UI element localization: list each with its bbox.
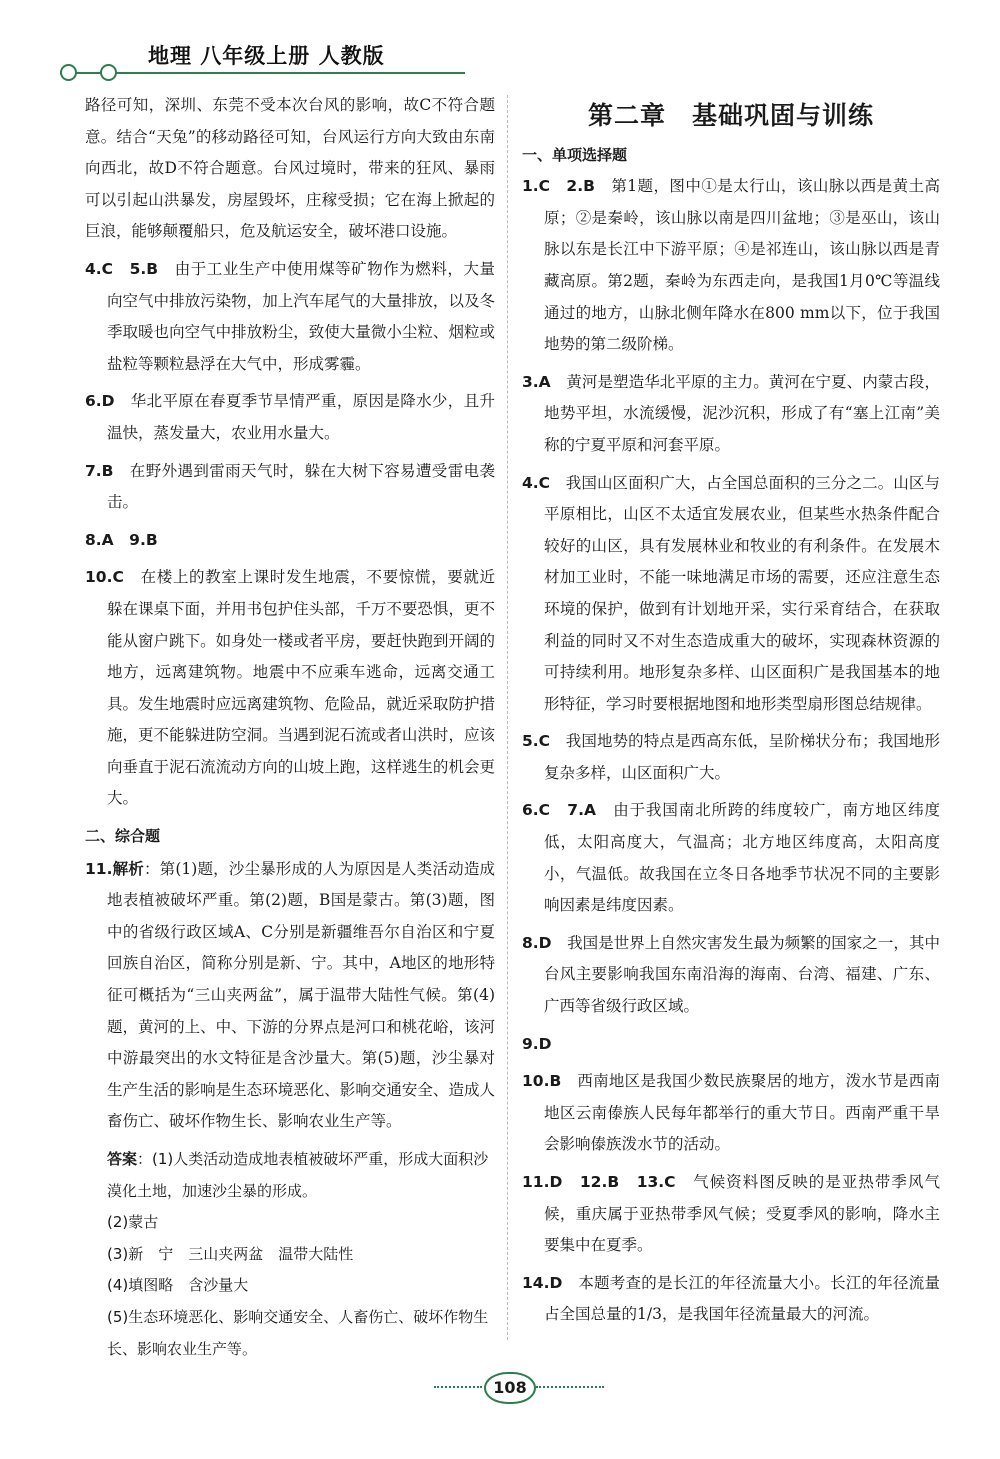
item-number: 10.C bbox=[85, 568, 124, 587]
answer-item bbox=[522, 367, 940, 462]
answer-item bbox=[522, 468, 940, 721]
item-text: 我国地势的特点是西高东低，呈阶梯状分布；我国地形复杂多样，山区面积广大。 bbox=[544, 732, 940, 782]
item-number: 4.C 5.B bbox=[85, 259, 159, 278]
intro-paragraph: 路径可知，深圳、东莞不受本次台风的影响，故C不符合题意。结合“天兔”的移动路径可知，台风运行方向大致由东南向西北，故D不符合题意。台风过境时，带来的狂风、暴雨可以引起山洪暴发，房屋毁坏，庄稼受损；它在海上掀起的巨浪，能够颠覆船只，危及航运安全，破坏港口设施。 bbox=[85, 96, 495, 241]
answer-item bbox=[85, 254, 495, 380]
item-text: 本题考查的是长江的年径流量大小。长江的年径流量占全国总量的1/3，是我国年径流量最大的河流。 bbox=[544, 1273, 940, 1324]
section-heading: 二、综合题 bbox=[85, 827, 161, 846]
answer-line-4: (4)填图略 含沙量大 bbox=[107, 1276, 249, 1295]
item-number: 1.C 2.B bbox=[522, 177, 595, 196]
item-number: 10.B bbox=[522, 1072, 562, 1091]
item-text: 黄河是塑造华北平原的主力。黄河在宁夏、内蒙古段，地势平坦，水流缓慢，泥沙沉积，形成了有“塞上江南”美称的宁夏平原和河套平原。 bbox=[544, 372, 940, 454]
item-number: 11. bbox=[85, 859, 113, 878]
item-number: 14.D bbox=[522, 1273, 563, 1292]
item-text: 在野外遇到雷雨天气时，躲在大树下容易遭受雷电袭击。 bbox=[107, 461, 495, 512]
answer-item bbox=[522, 726, 940, 789]
header-circle-decoration bbox=[100, 64, 117, 81]
answer-block bbox=[85, 1144, 495, 1365]
item-number: 11.D 12.B 13.C bbox=[522, 1173, 676, 1191]
right-column bbox=[522, 90, 940, 1337]
left-column bbox=[85, 90, 495, 1365]
item-number: 3.A bbox=[522, 372, 551, 391]
answer-item bbox=[522, 795, 940, 921]
answer-line-1 bbox=[107, 1144, 495, 1207]
answer-line-2: (2)蒙古 bbox=[107, 1213, 159, 1232]
page-number-badge bbox=[434, 1372, 604, 1402]
answer-line-5: (5)生态环境恶化、影响交通安全、人畜伤亡、破坏作物生长、影响农业生产等。 bbox=[107, 1307, 489, 1358]
item-number: 6.D bbox=[85, 392, 115, 411]
answer-item bbox=[522, 1167, 940, 1262]
answer-item bbox=[522, 1066, 940, 1161]
item-number: 8.D bbox=[522, 933, 552, 952]
item-text: 西南地区是我国少数民族聚居的地方，泼水节是西南地区云南傣族人民每年都举行的重大节日。西南严重干旱会影响傣族泼水节的活动。 bbox=[544, 1072, 940, 1154]
item-text: 气候资料图反映的是亚热带季风气候，重庆属于亚热带季风气候；受夏季风的影响，降水主要集中在夏季。 bbox=[544, 1173, 940, 1255]
item-number: 5.C bbox=[522, 732, 551, 751]
item-text: 华北平原在春夏季节旱情严重，原因是降水少，且升温快，蒸发量大，农业用水量大。 bbox=[107, 392, 495, 442]
analysis-label: 解析 bbox=[112, 858, 144, 878]
page-number: 108 bbox=[484, 1372, 536, 1404]
answer-label: 答案 bbox=[107, 1150, 138, 1168]
answer-item bbox=[85, 562, 495, 815]
item-text: 我国是世界上自然灾害发生最为频繁的国家之一，其中台风主要影响我国东南沿海的海南、台湾、福建、广东、广西等省级行政区域。 bbox=[544, 933, 940, 1016]
answer-item bbox=[522, 1268, 940, 1331]
analysis-text: ：第(1)题，沙尘暴形成的人为原因是人类活动造成地表植被破坏严重。第(2)题，B国是蒙古。第(3)题，图中的省级行政区域A、C分别是新疆维吾尔自治区和宁夏回族自治区，简称分别是新、宁。其中，A地区的地形特征可概括为“三山夹两盆”，属于温带大陆性气候。第(4)题，黄河的上、中、下游的分界点是河口和桃花峪，该河中游最突出的水文特征是含沙量大。第(5)题，沙尘暴对生产生活的影响是生态环境恶化、影响交通安全、造成人畜伤亡、破坏作物生长、影响农业生产等。 bbox=[107, 859, 495, 1131]
answer-line-3: (3)新 宁 三山夹两盆 温带大陆性 bbox=[107, 1244, 354, 1263]
item-text: 第1题，图中①是太行山，该山脉以西是黄土高原；②是秦岭，该山脉以南是四川盆地；③是巫山，该山脉以东是长江中下游平原；④是祁连山，该山脉以西是青藏高原。第2题，秦岭为东西走向，是我国1月0℃等温线通过的地方，山脉北侧年降水在800 mm以下，位于我国地势的第二级阶梯。 bbox=[544, 177, 940, 354]
answer-item bbox=[522, 928, 940, 1023]
dotted-rule-right bbox=[536, 1386, 604, 1388]
answer-item bbox=[522, 1029, 940, 1061]
item-number: 4.C bbox=[522, 473, 551, 492]
item-number: 7.B bbox=[85, 461, 114, 480]
column-divider bbox=[507, 95, 508, 1340]
item-number: 6.C 7.A bbox=[522, 801, 596, 820]
item-text: 由于工业生产中使用煤等矿物作为燃料，大量向空气中排放污染物，加上汽车尾气的大量排放，以及冬季取暖也向空气中排放粉尘，致使大量微小尘粒、烟粒或盐粒等颗粒悬浮在大气中，形成雾霾。 bbox=[107, 259, 495, 373]
answer-item bbox=[522, 171, 940, 361]
header-circle-decoration bbox=[60, 64, 77, 81]
item-text: 由于我国南北所跨的纬度较广，南方地区纬度低，太阳高度大，气温高；北方地区纬度高，太阳高度小，气温低。故我国在立冬日各地季节状况不同的主要影响因素是纬度因素。 bbox=[544, 801, 940, 915]
question-11-analysis bbox=[85, 853, 495, 1138]
item-number: 9.D bbox=[522, 1034, 552, 1053]
answer-text: ：(1)人类活动造成地表植被破坏严重，形成大面积沙漠化土地，加速沙尘暴的形成。 bbox=[107, 1150, 489, 1200]
item-text: 在楼上的教室上课时发生地震，不要惊慌，要就近躲在课桌下面，并用书包护住头部，千万不要恐惧，更不能从窗户跳下。如身处一楼或者平房，要赶快跑到开阔的地方，远离建筑物。地震中不应乘车逃命，远离交通工具。发生地震时应远离建筑物、危险品，就近采取防护措施，更不能躲进防空洞。当遇到泥石流或者山洪时，应该向垂直于泥石流流动方向的山坡上跑，这样逃生的机会更大。 bbox=[107, 568, 495, 808]
header-rule bbox=[60, 72, 465, 74]
answer-item bbox=[85, 386, 495, 449]
section-heading: 一、单项选择题 bbox=[522, 145, 628, 164]
dotted-rule-left bbox=[434, 1386, 482, 1388]
item-number: 8.A 9.B bbox=[85, 530, 158, 549]
item-text: 我国山区面积广大，占全国总面积的三分之二。山区与平原相比，山区不太适宜发展农业，但某些水热条件配合较好的山区，具有发展林业和牧业的有利条件。在发展木材加工业时，不能一味地满足市场的需要，还应注意生态环境的保护，做到有计划地开采，实行采育结合，在获取利益的同时又不对生态造成重大的破坏，实现森林资源的可持续利用。地形复杂多样、山区面积广是我国基本的地形特征，学习时要根据地图和地形类型扇形图总结规律。 bbox=[544, 473, 940, 713]
chapter-title: 第二章 基础巩固与训练 bbox=[587, 101, 874, 130]
header-title: 地理 八年级上册 人教版 bbox=[148, 44, 385, 68]
answer-item bbox=[85, 456, 495, 519]
answer-item bbox=[85, 525, 495, 557]
